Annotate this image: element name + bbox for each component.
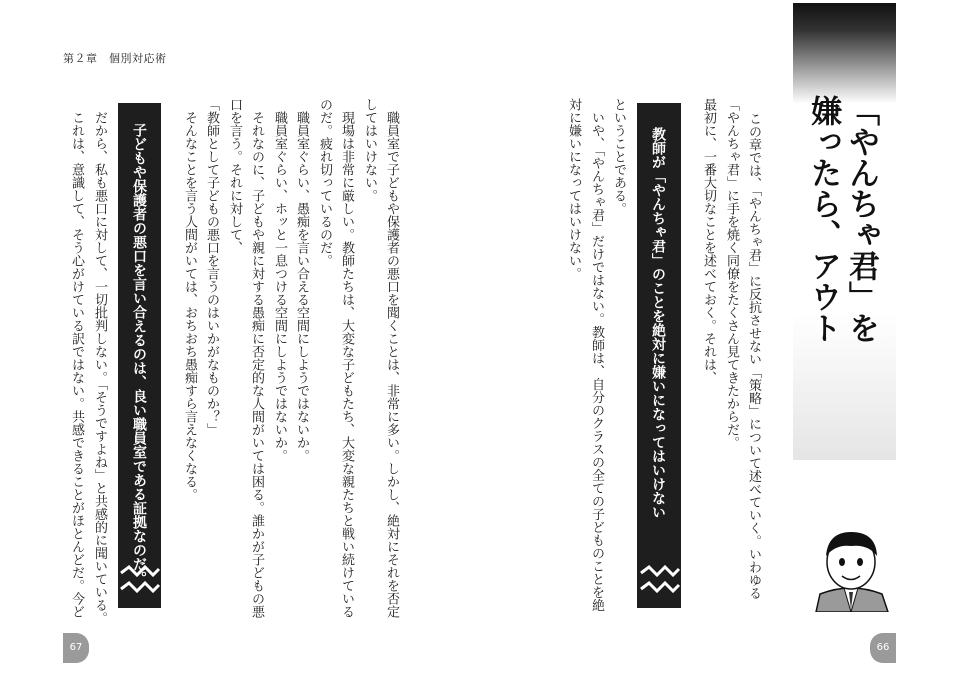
- page-number-left: 67: [63, 633, 89, 663]
- body-line-1: ということである。: [611, 98, 626, 215]
- chapter-header: 第２章 個別対応術: [63, 52, 167, 65]
- page-title-line-2: 嫌ったら、アウト: [805, 95, 841, 343]
- left-body-line-6: 職員室ぐらい、ホッと一息つける空間にしようではないか。: [272, 98, 287, 462]
- left-body-line-5: 職員室ぐらい、愚痴を言い合える空間にしようではないか。: [294, 98, 309, 462]
- intro-line-3: 最初に、一番大切なことを述べておく。それは、: [701, 98, 716, 384]
- page-title-line-1: 「やんちゃ君」を: [843, 95, 879, 343]
- intro-line-1: この章では、「やんちゃ君」に反抗させない「策略」について述べていく。いわゆる: [746, 112, 761, 600]
- body-line-2: いや、「やんちゃ君」だけではない。教師は、自分のクラスの全ての子どものことを絶: [589, 98, 604, 612]
- title-banner: [793, 3, 896, 460]
- left-body-line-2: してはいけない。: [362, 98, 377, 202]
- left-body2-line-1: だから、私も悪口に対して、一切批判しない。「そうですよね」と共感的に聞いている。: [92, 98, 107, 625]
- left-body-line-4: のだ。疲れ切っているのだ。: [317, 98, 332, 267]
- left-body-line-3: 現場は非常に厳しい。教師たちは、大変な子どもたち、大変な親たちと戦い続けている: [339, 98, 354, 618]
- intro-line-2: 「やんちゃ君」に手を焼く同僚をたくさん見てきたからだ。: [724, 98, 739, 449]
- left-body-line-7: それなのに、子どもや親に対する愚痴に否定的な人間がいては困る。誰かが子どもの悪: [249, 98, 264, 618]
- section-heading-bar-left: [118, 103, 161, 608]
- body-line-3: 対に嫌いになってはいけない。: [566, 98, 581, 280]
- section-heading-right: 教師が「やんちゃ君」のことを絶対に嫌いになってはいけない: [650, 127, 666, 519]
- section-heading-bar-right: [637, 103, 681, 608]
- left-body-line-10: そんなことを言う人間がいては、おちおち愚痴すら言えなくなる。: [182, 98, 197, 501]
- left-body-line-9: 「教師として子どもの悪口を言うのはいかがなものか？」: [204, 98, 219, 436]
- teacher-face-icon: [806, 522, 896, 612]
- left-body-line-1: 職員室で子どもや保護者の悪口を聞くことは、非常に多い。しかし、絶対にそれを否定: [384, 98, 399, 618]
- page-number-right: 66: [870, 633, 896, 663]
- left-body-line-8: 口を言う。それに対して、: [227, 98, 242, 254]
- zigzag-icon: [118, 563, 161, 603]
- left-body2-line-2: これは、意識して、そう心がけている訳ではない。共感できることがほとんどだ。今ど: [69, 98, 84, 618]
- zigzag-icon: [637, 563, 681, 603]
- section-heading-left: 子どもや保護者の悪口を言い合えるのは、良い職員室である証拠なのだ。: [131, 123, 147, 585]
